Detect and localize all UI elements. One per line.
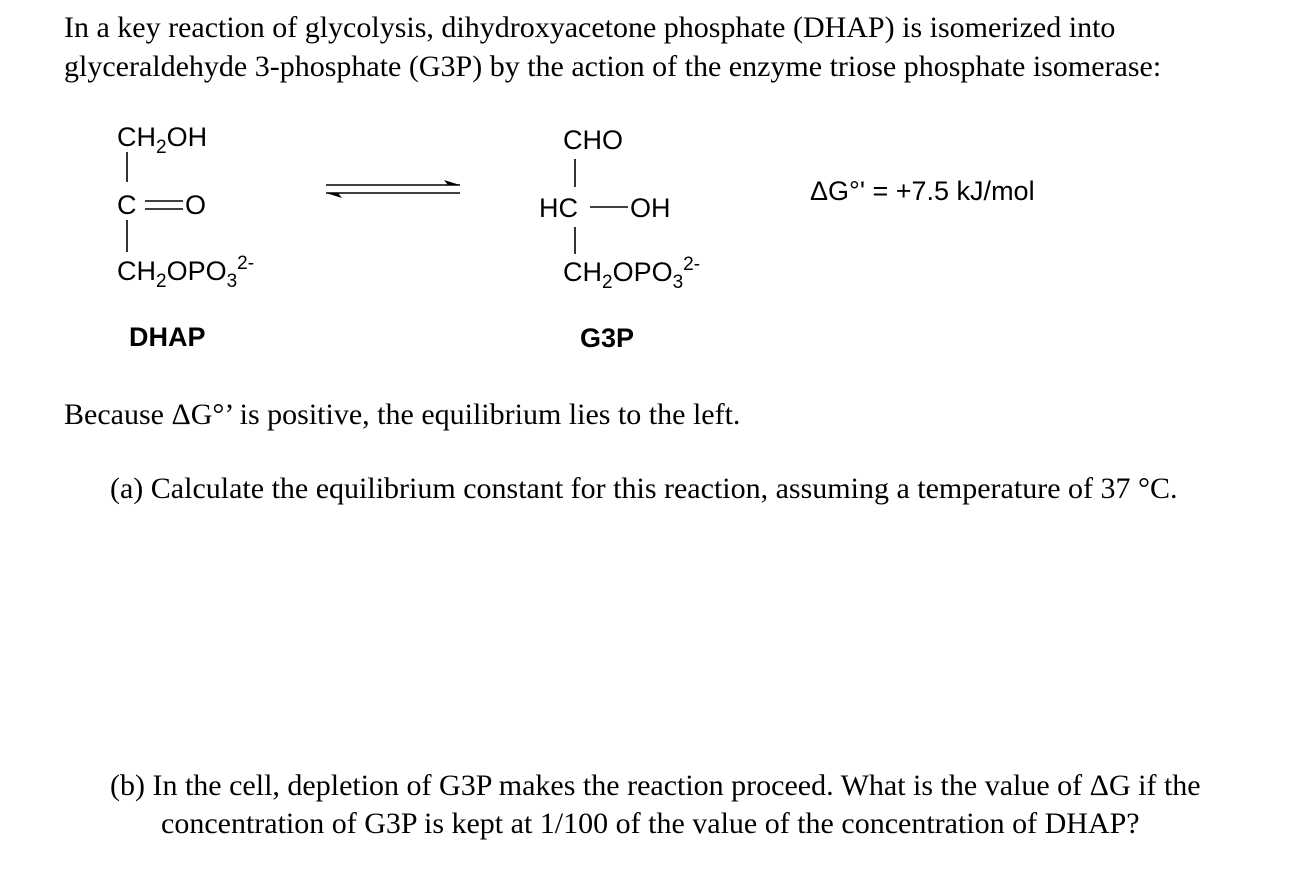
question-a: (a) Calculate the equilibrium constant for this reaction, assuming a temperature of 37 °C. <box>110 472 1178 505</box>
dhap-name: DHAP <box>129 322 206 352</box>
g3p-bottom-group: $CH_2OPO_3^{2-}$ <box>563 254 701 293</box>
question-b-line-2: concentration of G3P is kept at 1/100 of the value of the concentration of DHAP? <box>161 807 1140 840</box>
dhap-bottom-group: $CH_2OPO_3^{2-}$ <box>117 253 255 292</box>
g3p-top-group: CHO <box>563 125 623 155</box>
g3p-carbon: HC <box>539 193 578 223</box>
intro-line-1: In a key reaction of glycolysis, dihydroxyacetone phosphate (DHAP) is isomerized into <box>64 11 1116 44</box>
g3p-name: G3P <box>580 323 635 353</box>
dhap-top-group: $CH_2OH$ <box>117 122 208 158</box>
question-b <box>110 767 1201 843</box>
g3p-hydroxyl: OH <box>630 193 671 223</box>
dhap-carbon: C <box>117 190 137 220</box>
because-statement: Because ΔG°’ is positive, the equilibrium lies to the left. <box>64 398 741 431</box>
question-b-line-1: (b) In the cell, depletion of G3P makes the reaction proceed. What is the value of ΔG if the <box>110 769 1201 802</box>
dhap-oxygen: O <box>185 190 207 220</box>
equilibrium-arrow <box>326 180 460 198</box>
delta-g-standard: ΔG°' = +7.5 kJ/mol <box>810 176 1035 206</box>
intro-line-2: glyceraldehyde 3-phosphate (G3P) by the action of the enzyme triose phosphate isomerase: <box>64 50 1162 83</box>
